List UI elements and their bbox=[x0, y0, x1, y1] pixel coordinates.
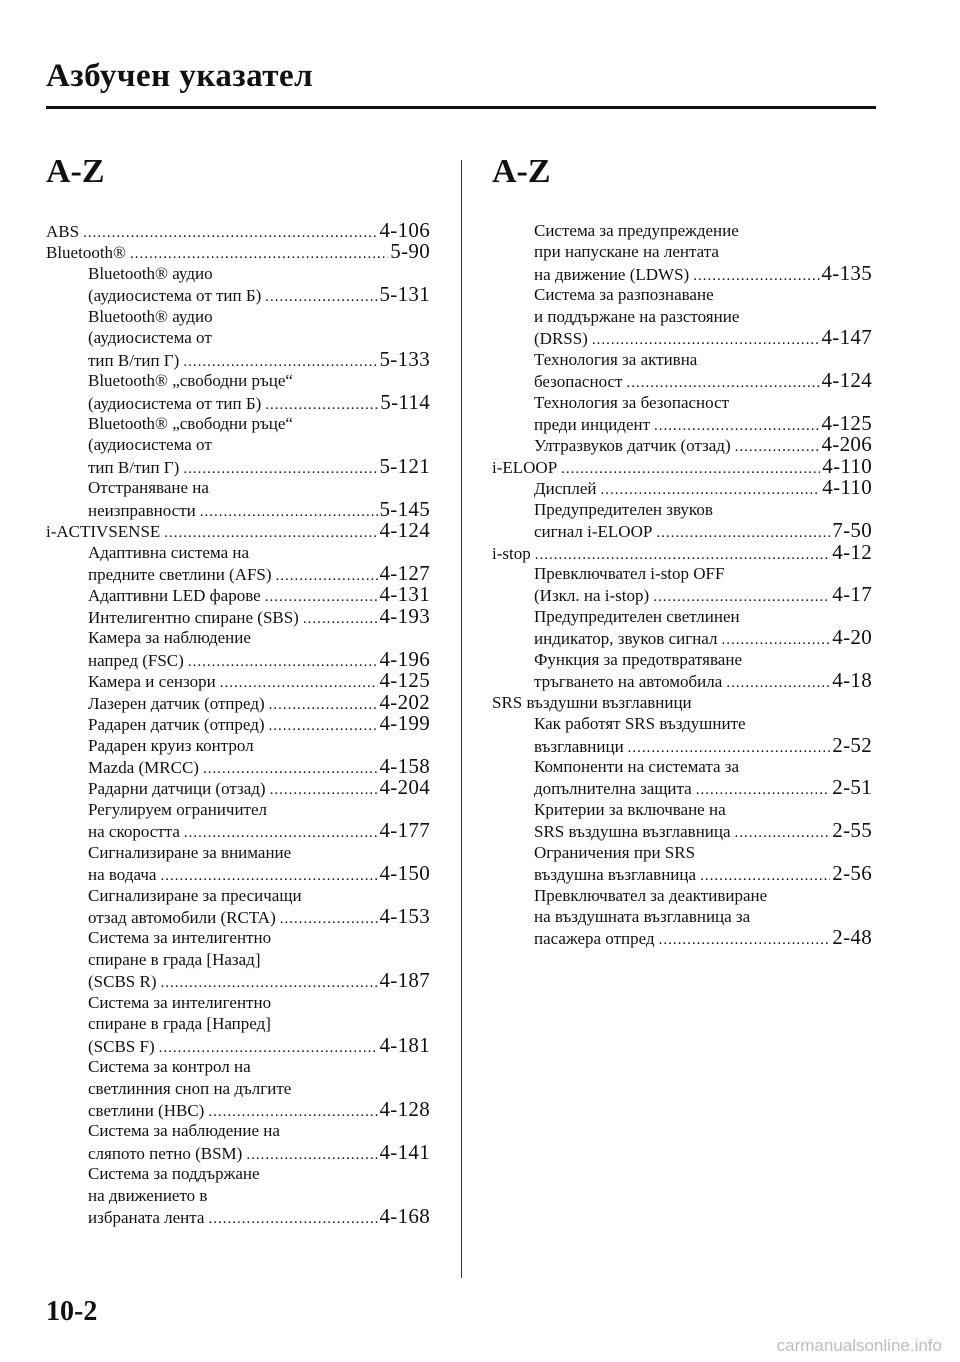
index-entry bbox=[46, 542, 430, 585]
index-entry-line: Как работят SRS въздушните bbox=[534, 714, 746, 734]
index-entry-line: Адаптивна система на bbox=[88, 542, 250, 562]
index-entry-line: Система за предупреждение bbox=[534, 221, 739, 240]
index-page-ref: 4-135 bbox=[821, 262, 872, 285]
index-entry-leader-row bbox=[46, 970, 430, 991]
index-entry-line: спиране в града [Напред] bbox=[88, 1014, 271, 1034]
index-entry bbox=[46, 263, 430, 306]
index-entry-text: избраната лента bbox=[88, 1208, 205, 1228]
index-entry bbox=[46, 370, 430, 413]
index-entry bbox=[492, 284, 872, 348]
index-entry bbox=[492, 392, 872, 435]
index-entry-line: Система за интелигентно bbox=[88, 992, 272, 1012]
index-entry-line: Система за поддържане bbox=[88, 1164, 260, 1184]
index-entry bbox=[46, 885, 430, 928]
index-entry-text: Камера и сензори bbox=[88, 672, 216, 692]
index-page-ref: 4-153 bbox=[379, 906, 430, 928]
index-entry-line: (аудиосистема от bbox=[88, 328, 212, 348]
index-entry-line: Технология за активна bbox=[534, 349, 698, 369]
index-entry-leader-row bbox=[46, 756, 430, 777]
index-entry bbox=[492, 542, 872, 563]
index-entry-text: Bluetooth® bbox=[46, 243, 126, 263]
index-entry-leader-row bbox=[46, 649, 430, 670]
index-entry-leader-row bbox=[492, 370, 872, 391]
dot-leader bbox=[161, 973, 378, 991]
index-entry-leader-row bbox=[46, 563, 430, 584]
index-entry bbox=[46, 713, 430, 734]
index-page-ref: 4-204 bbox=[379, 777, 430, 799]
left-column bbox=[46, 150, 430, 1228]
index-page-ref: 4-20 bbox=[832, 627, 872, 649]
dot-leader bbox=[265, 287, 377, 305]
index-entry-text: допълнителна защита bbox=[534, 779, 692, 799]
index-entry bbox=[46, 670, 430, 691]
index-entry-line: Превключвател i-stop OFF bbox=[534, 564, 725, 583]
dot-leader bbox=[130, 244, 388, 262]
dot-leader bbox=[188, 652, 378, 670]
index-entry-leader-row bbox=[492, 477, 872, 498]
index-page-ref: 4-193 bbox=[379, 605, 430, 628]
index-entry bbox=[46, 241, 430, 262]
index-entry-leader-row bbox=[492, 670, 872, 691]
index-page-ref: 4-125 bbox=[821, 412, 872, 435]
index-page-ref: 4-17 bbox=[832, 584, 872, 606]
index-entry-line: Превключвател за деактивиране bbox=[534, 885, 768, 905]
dot-leader bbox=[200, 502, 378, 520]
index-entry bbox=[492, 799, 872, 842]
index-entry-text: въздушна възглавница bbox=[534, 865, 697, 885]
index-page-ref: 4-128 bbox=[379, 1098, 430, 1121]
index-entry-leader-row bbox=[492, 584, 872, 605]
index-entry bbox=[46, 627, 430, 670]
index-entry-text: Лазерен датчик (отпред) bbox=[88, 693, 265, 713]
dot-leader bbox=[276, 566, 378, 584]
index-entry-text: i-ACTIVSENSE bbox=[46, 522, 161, 542]
index-entry bbox=[46, 1056, 430, 1120]
index-entry-leader-row bbox=[46, 820, 430, 841]
dot-leader bbox=[280, 909, 378, 927]
index-page-ref: 5-114 bbox=[380, 391, 430, 413]
index-entry-leader-row bbox=[492, 456, 872, 477]
index-page-ref: 4-110 bbox=[822, 477, 872, 499]
index-page-ref: 4-131 bbox=[379, 584, 430, 606]
index-entry-line: Система за наблюдение на bbox=[88, 1121, 280, 1141]
dot-leader bbox=[696, 780, 831, 798]
index-page-ref: 2-55 bbox=[832, 820, 872, 842]
index-entry bbox=[46, 584, 430, 605]
index-entry bbox=[46, 692, 430, 713]
index-entry bbox=[492, 456, 872, 477]
index-entry-leader-row bbox=[46, 906, 430, 927]
dot-leader bbox=[303, 609, 378, 627]
dot-leader bbox=[654, 416, 819, 434]
dot-leader bbox=[183, 459, 377, 477]
index-entry-leader-row bbox=[46, 777, 430, 798]
index-entry bbox=[492, 649, 872, 692]
index-entry-leader-row bbox=[46, 392, 430, 413]
index-entry-line: Сигнализиране за внимание bbox=[88, 842, 292, 862]
dot-leader bbox=[208, 1209, 377, 1227]
index-page-ref: 7-50 bbox=[832, 520, 872, 542]
index-page-ref: 5-133 bbox=[379, 348, 430, 371]
index-entry-line: Сигнализиране за пресичащи bbox=[88, 885, 302, 905]
index-entry-leader-row bbox=[492, 434, 872, 455]
index-entry-leader-row bbox=[46, 1206, 430, 1227]
index-page-ref: 4-12 bbox=[832, 541, 872, 563]
index-page-ref: 2-48 bbox=[832, 927, 872, 949]
index-page-ref: 5-121 bbox=[379, 455, 430, 478]
index-entry bbox=[492, 563, 872, 606]
index-entry-text: тръгването на автомобила bbox=[534, 672, 723, 692]
index-entry-leader-row bbox=[492, 542, 872, 563]
dot-leader bbox=[535, 545, 831, 563]
column-divider bbox=[461, 160, 462, 1278]
index-entry-text: Интелигентно спиране (SBS) bbox=[88, 607, 299, 627]
index-entry-text: (Изкл. на i-stop) bbox=[534, 586, 650, 606]
index-entry-text: (SCBS R) bbox=[88, 972, 157, 992]
index-entry bbox=[492, 220, 872, 284]
index-entry-leader-row bbox=[46, 499, 430, 520]
index-entry bbox=[46, 477, 430, 520]
page-number: 10-2 bbox=[46, 1296, 98, 1327]
index-page-ref: 4-199 bbox=[379, 713, 430, 735]
index-entry-line: Bluetooth® аудио bbox=[88, 306, 213, 326]
index-entry-text: светлини (HBC) bbox=[88, 1100, 205, 1120]
index-entry-leader-row bbox=[492, 263, 872, 284]
index-entry-line: Bluetooth® „свободни ръце“ bbox=[88, 371, 293, 391]
index-entry-line: светлинния сноп на дългите bbox=[88, 1078, 292, 1098]
index-entry-line: на въздушната възглавница за bbox=[534, 907, 751, 926]
index-entry-leader-row bbox=[46, 1099, 430, 1120]
index-entry-text: напред (FSC) bbox=[88, 650, 184, 670]
index-entry bbox=[492, 842, 872, 885]
index-entry-leader-row bbox=[46, 241, 430, 262]
dot-leader bbox=[220, 673, 378, 691]
index-entry-text: на движение (LDWS) bbox=[534, 264, 690, 284]
index-entry-leader-row bbox=[46, 520, 430, 541]
dot-leader bbox=[628, 738, 831, 756]
index-page-ref: 4-187 bbox=[379, 970, 430, 992]
page-header-title: Азбучен указател bbox=[46, 58, 314, 94]
index-entry-line: Регулируем ограничител bbox=[88, 799, 268, 819]
index-entry bbox=[46, 799, 430, 842]
index-page-ref: 2-52 bbox=[832, 734, 872, 756]
index-entry bbox=[492, 756, 872, 799]
index-entry-text: сигнал i-ELOOP bbox=[534, 522, 653, 542]
index-entry-line: Камера за наблюдение bbox=[88, 628, 251, 648]
index-entry-leader-row bbox=[492, 413, 872, 434]
index-entry-text: SRS въздушна възглавница bbox=[534, 822, 731, 842]
index-entry bbox=[492, 692, 872, 713]
dot-leader bbox=[246, 1145, 377, 1163]
dot-leader bbox=[700, 866, 830, 884]
index-entry-leader-row bbox=[46, 220, 430, 241]
section-title-left: A-Z bbox=[46, 153, 105, 190]
index-entry-leader-row bbox=[492, 735, 872, 756]
index-entry-text: индикатор, звуков сигнал bbox=[534, 629, 718, 649]
index-page-ref: 2-56 bbox=[832, 863, 872, 885]
index-page-ref: 4-206 bbox=[821, 434, 872, 456]
dot-leader bbox=[160, 866, 377, 884]
index-entry-text: отзад автомобили (RCTA) bbox=[88, 908, 276, 927]
dot-leader bbox=[735, 823, 831, 841]
index-entry-line: Функция за предотвратяване bbox=[534, 649, 742, 669]
index-page-ref: 4-168 bbox=[379, 1206, 430, 1228]
index-entry bbox=[46, 606, 430, 627]
index-entry-leader-row bbox=[46, 713, 430, 734]
index-entry-line: Ограничения при SRS bbox=[534, 842, 696, 862]
index-entry-line: и поддържане на разстояние bbox=[534, 306, 740, 326]
dot-leader bbox=[83, 223, 377, 241]
index-page-ref: 4-106 bbox=[379, 220, 430, 242]
dot-leader bbox=[561, 459, 820, 477]
index-entry bbox=[492, 349, 872, 392]
right-column bbox=[492, 150, 872, 949]
index-entry-line: Система за контрол на bbox=[88, 1057, 251, 1077]
index-entry-leader-row bbox=[46, 606, 430, 627]
index-entry-text: i-stop bbox=[492, 543, 531, 563]
index-entry-text: Радарен датчик (отпред) bbox=[88, 715, 265, 735]
index-entry-text: тип В/тип Г) bbox=[88, 350, 180, 370]
index-page-ref: 4-177 bbox=[379, 820, 430, 842]
index-entry-line: Предупредителен светлинен bbox=[534, 606, 740, 626]
index-entry bbox=[46, 1120, 430, 1163]
index-entry-line: Компоненти на системата за bbox=[534, 756, 740, 776]
index-entry-text: ABS bbox=[46, 222, 80, 241]
index-entry-line: Технология за безопасност bbox=[534, 392, 730, 412]
index-entry-leader-row bbox=[492, 927, 872, 948]
dot-leader bbox=[653, 587, 830, 605]
index-page-ref: 4-181 bbox=[379, 1034, 430, 1057]
index-entry bbox=[492, 713, 872, 756]
dot-leader bbox=[265, 395, 378, 413]
index-page-ref: 4-150 bbox=[379, 863, 430, 885]
dot-leader bbox=[203, 759, 378, 777]
dot-leader bbox=[265, 587, 378, 605]
index-entry-text: сляпото петно (BSM) bbox=[88, 1143, 243, 1163]
dot-leader bbox=[270, 780, 378, 798]
dot-leader bbox=[600, 480, 820, 498]
index-page-ref: 4-127 bbox=[379, 563, 430, 585]
index-entry-leader-row bbox=[46, 1142, 430, 1163]
dot-leader bbox=[735, 437, 820, 455]
index-list-left bbox=[46, 220, 430, 1228]
index-entry-line: Система за разпознаване bbox=[534, 285, 714, 305]
index-entry-line: Критерии за включване на bbox=[534, 799, 726, 819]
index-entry bbox=[492, 885, 872, 949]
index-page-ref: 4-202 bbox=[379, 691, 430, 714]
index-entry-text: неизправности bbox=[88, 500, 196, 520]
dot-leader bbox=[164, 523, 377, 541]
index-entry bbox=[46, 306, 430, 370]
index-page-ref: 4-124 bbox=[379, 520, 430, 542]
index-page-ref: 4-196 bbox=[379, 648, 430, 671]
index-entry-text: Ултразвуков датчик (отзад) bbox=[534, 436, 731, 456]
index-page-ref: 4-125 bbox=[379, 670, 430, 692]
dot-leader bbox=[208, 1102, 377, 1120]
dot-leader bbox=[721, 630, 830, 648]
dot-leader bbox=[183, 352, 377, 370]
index-entry-text: Радарни датчици (отзад) bbox=[88, 779, 266, 799]
index-entry bbox=[492, 606, 872, 649]
index-entry bbox=[492, 434, 872, 455]
index-entry-text: Адаптивни LED фарове bbox=[88, 586, 261, 606]
index-entry bbox=[46, 927, 430, 991]
index-entry-line: на движението в bbox=[88, 1185, 208, 1205]
dot-leader bbox=[659, 930, 831, 948]
index-entry-leader-row bbox=[46, 692, 430, 713]
index-entry-line: (аудиосистема от bbox=[88, 435, 212, 455]
index-entry-leader-row bbox=[492, 627, 872, 648]
index-page-ref: 5-145 bbox=[379, 498, 430, 521]
index-page-ref: 4-18 bbox=[832, 670, 872, 692]
dot-leader bbox=[592, 330, 820, 348]
section-title-right: A-Z bbox=[492, 153, 551, 190]
index-page-ref: 4-110 bbox=[822, 455, 872, 478]
index-entry-leader-row bbox=[46, 1035, 430, 1056]
index-entry-text: предните светлини (AFS) bbox=[88, 565, 272, 584]
index-entry-leader-row bbox=[492, 327, 872, 348]
dot-leader bbox=[726, 673, 830, 691]
index-entry bbox=[46, 992, 430, 1056]
index-entry-line: спиране в града [Назад] bbox=[88, 949, 261, 969]
index-entry bbox=[46, 413, 430, 477]
dot-leader bbox=[269, 695, 378, 713]
index-entry-text: пасажера отпред bbox=[534, 929, 655, 949]
index-page-ref: 4-158 bbox=[379, 755, 430, 778]
index-entry-text: преди инцидент bbox=[534, 414, 651, 434]
index-entry-text: безопасност bbox=[534, 372, 623, 392]
index-entry-text: на скоростта bbox=[88, 822, 180, 842]
index-entry bbox=[46, 1163, 430, 1227]
index-page-ref: 5-131 bbox=[379, 284, 430, 306]
dot-leader bbox=[693, 266, 819, 284]
index-entry-text: (SCBS F) bbox=[88, 1036, 155, 1056]
index-entry-text: тип В/тип Г) bbox=[88, 457, 180, 477]
index-entry-leader-row bbox=[46, 584, 430, 605]
index-entry-text: i-ELOOP bbox=[492, 457, 558, 477]
index-entry-leader-row bbox=[492, 520, 872, 541]
index-entry-text: Mazda (MRCC) bbox=[88, 757, 199, 777]
index-entry bbox=[46, 220, 430, 241]
index-entry-line: Система за интелигентно bbox=[88, 928, 272, 948]
index-entry-line: при напускане на лентата bbox=[534, 242, 719, 262]
index-entry-leader-row bbox=[46, 863, 430, 884]
index-entry-text: възглавници bbox=[534, 736, 624, 756]
dot-leader bbox=[184, 823, 378, 841]
index-page-ref: 5-90 bbox=[390, 241, 430, 263]
header-rule bbox=[46, 106, 876, 109]
watermark: carmanualsonline.info bbox=[776, 1336, 942, 1355]
index-entry-leader-row bbox=[46, 456, 430, 477]
dot-leader bbox=[656, 523, 830, 541]
index-entry-text: Дисплей bbox=[534, 479, 597, 499]
index-entry-line: Радарен круиз контрол bbox=[88, 735, 254, 755]
index-entry-line: Предупредителен звуков bbox=[534, 499, 713, 519]
index-page-ref: 4-141 bbox=[379, 1141, 430, 1164]
dot-leader bbox=[159, 1038, 378, 1056]
index-entry-line: Bluetooth® аудио bbox=[88, 263, 213, 283]
index-entry bbox=[46, 735, 430, 778]
dot-leader bbox=[269, 716, 378, 734]
index-entry-leader-row bbox=[46, 670, 430, 691]
index-entry-text: (аудиосистема от тип Б) bbox=[88, 286, 262, 306]
index-page-ref: 4-124 bbox=[821, 370, 872, 392]
index-entry bbox=[46, 520, 430, 541]
index-entry bbox=[492, 477, 872, 498]
index-entry bbox=[46, 842, 430, 885]
index-entry-text: на водача bbox=[88, 865, 157, 885]
index-page-ref: 2-51 bbox=[832, 777, 872, 799]
index-entry bbox=[492, 499, 872, 542]
index-list-right bbox=[492, 220, 872, 949]
index-entry-line: Отстраняване на bbox=[88, 478, 209, 498]
index-entry-leader-row bbox=[492, 863, 872, 884]
index-entry-line: Bluetooth® „свободни ръце“ bbox=[88, 413, 293, 433]
dot-leader bbox=[626, 373, 819, 391]
index-entry bbox=[46, 777, 430, 798]
index-entry-leader-row bbox=[46, 284, 430, 305]
index-entry-text: (DRSS) bbox=[534, 329, 588, 349]
index-entry-leader-row bbox=[46, 349, 430, 370]
index-page-ref: 4-147 bbox=[821, 327, 872, 349]
index-entry-leader-row bbox=[492, 820, 872, 841]
index-entry-leader-row bbox=[492, 777, 872, 798]
index-entry-line: SRS въздушни възглавници bbox=[492, 692, 692, 712]
index-entry-text: (аудиосистема от тип Б) bbox=[88, 393, 262, 413]
